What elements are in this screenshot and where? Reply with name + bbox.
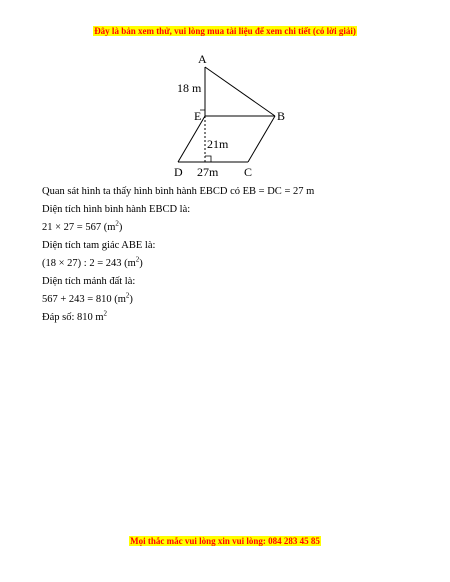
edge-bc xyxy=(248,116,275,162)
land-heading: Diện tích mảnh đất là: xyxy=(42,276,136,287)
triangle-calc-text: (18 × 27) : 2 = 243 (m xyxy=(42,258,136,269)
close-paren: ) xyxy=(129,294,133,305)
triangle-calc xyxy=(42,255,422,273)
solution-text xyxy=(42,183,422,327)
right-angle-mark-foot xyxy=(205,156,211,162)
unit-power: 2 xyxy=(115,219,119,228)
preview-notice-text: Đây là bản xem thử, vui lòng mua tài liệu để xem chi tiết (có lời giải) xyxy=(94,26,356,36)
unit-power: 2 xyxy=(135,255,140,264)
contact-text: Mọi thắc mắc vui lòng xin vui lòng: 084 283 45 85 xyxy=(130,536,320,546)
vertex-a-label: A xyxy=(198,52,207,66)
land-calc-text: 567 + 243 = 810 (m xyxy=(42,294,126,305)
side-ae-label: 18 m xyxy=(177,81,202,95)
vertex-e-label: E xyxy=(194,109,202,123)
side-dc-label: 27m xyxy=(197,165,219,179)
geometry-figure xyxy=(170,48,300,180)
contact-banner xyxy=(0,536,450,547)
vertex-d-label: D xyxy=(174,165,183,179)
close-paren: ) xyxy=(139,258,143,269)
parallelogram-calc xyxy=(42,219,422,237)
answer-text: Đáp số: 810 m xyxy=(42,312,104,323)
land-calc xyxy=(42,291,422,309)
parallelogram-heading: Diện tích hình bình hành EBCD là: xyxy=(42,204,191,215)
unit-power: 2 xyxy=(125,291,130,300)
vertex-c-label: C xyxy=(244,165,253,179)
figure-svg xyxy=(170,48,300,180)
parallelogram-calc-text: 21 × 27 = 567 (m xyxy=(42,222,116,233)
answer-line xyxy=(42,309,422,327)
preview-notice-banner xyxy=(0,26,450,37)
edge-ab xyxy=(205,67,275,116)
vertex-b-label: B xyxy=(277,109,286,123)
observation-line: Quan sát hình ta thấy hình bình hành EBCD có EB = DC = 27 m xyxy=(42,186,315,197)
unit-power: 2 xyxy=(103,309,108,318)
triangle-heading: Diện tích tam giác ABE là: xyxy=(42,240,156,251)
height-label: 21m xyxy=(207,137,229,151)
close-paren: ) xyxy=(118,222,123,233)
